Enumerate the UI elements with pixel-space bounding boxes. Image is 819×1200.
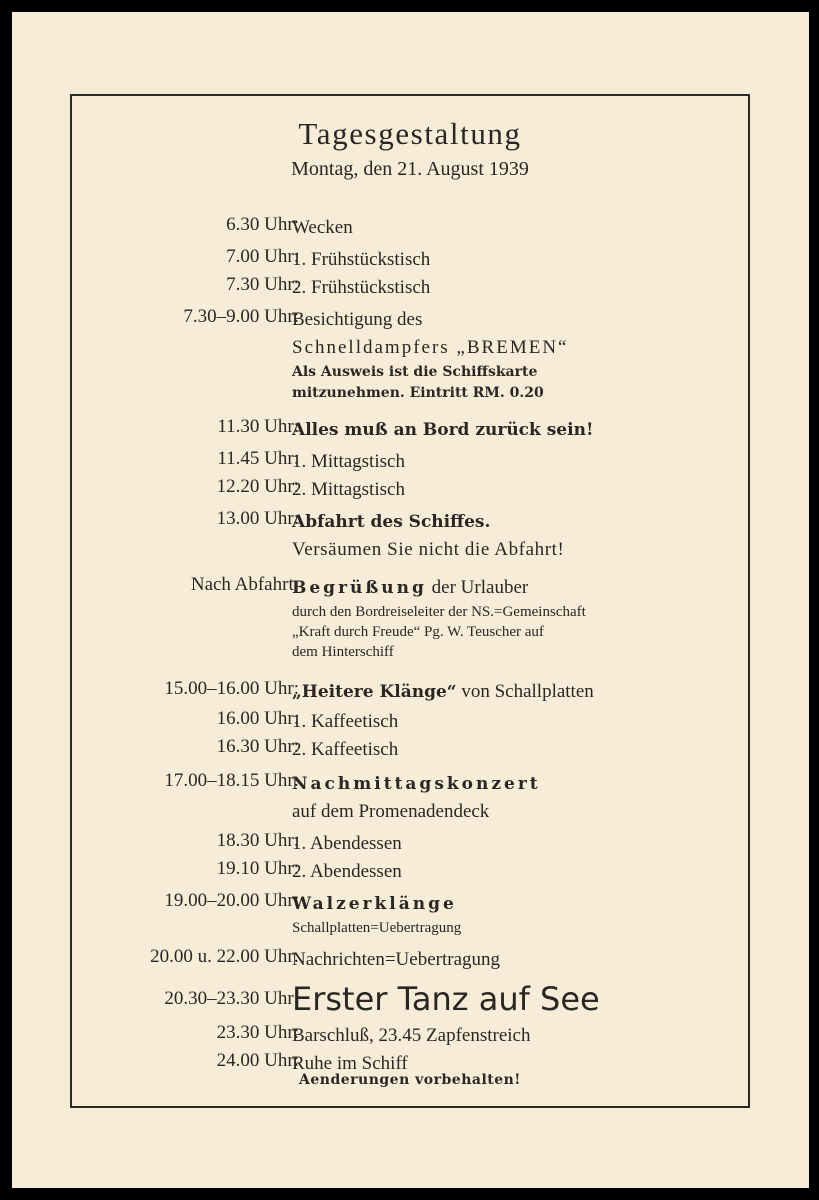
- row-text: Alles muß an Bord zurück sein!: [292, 420, 594, 440]
- row-note-2: „Kraft durch Freude“ Pg. W. Teuscher auf: [292, 624, 544, 640]
- row-text: 1. Mittagstisch: [292, 451, 405, 472]
- row-text: 1. Abendessen: [292, 833, 402, 854]
- row-text-2: auf dem Promenadendeck: [292, 801, 490, 822]
- row-time: 11.45 Uhr:: [217, 448, 299, 469]
- row-time: 6.30 Uhr:: [226, 214, 299, 235]
- row-text: 2. Abendessen: [292, 861, 402, 882]
- row-time: 15.00–16.00 Uhr:: [164, 678, 299, 699]
- row-time: 7.00 Uhr:: [226, 246, 299, 267]
- row-time: 19.00–20.00 Uhr:: [164, 890, 299, 911]
- row-time: 19.10 Uhr:: [216, 858, 299, 879]
- row-text: 2. Frühstückstisch: [292, 277, 431, 298]
- row-text: Besichtigung des: [292, 309, 423, 330]
- row-text: Barschluß, 23.45 Zapfenstreich: [292, 1025, 531, 1046]
- row-text: Walzerklänge: [292, 894, 457, 914]
- row-text: von Schallplatten: [456, 681, 594, 702]
- row-time: 20.00 u. 22.00 Uhr:: [150, 946, 299, 967]
- row-time: 17.00–18.15 Uhr:: [164, 770, 299, 791]
- row-text-2: Schnelldampfers „BREMEN“: [292, 337, 569, 358]
- row-time: 16.30 Uhr:: [216, 736, 299, 757]
- page-title: Tagesgestaltung: [298, 116, 522, 151]
- row-text-emph: Begrüßung: [292, 578, 427, 598]
- row-text: 2. Kaffeetisch: [292, 739, 399, 760]
- row-time: 12.20 Uhr:: [216, 476, 299, 497]
- footer-note: Aenderungen vorbehalten!: [299, 1072, 521, 1088]
- row-note-1: Als Ausweis ist die Schiffskarte: [292, 364, 538, 380]
- row-text: 1. Frühstückstisch: [292, 249, 431, 270]
- row-text: der Urlauber: [426, 577, 529, 598]
- row-time: 24.00 Uhr:: [216, 1050, 299, 1071]
- row-text-headline: Erster Tanz auf See: [292, 980, 600, 1018]
- row-text: Wecken: [292, 217, 353, 238]
- row-note-1: durch den Bordreiseleiter der NS.=Gemeinschaft: [292, 604, 586, 620]
- row-time: 20.30–23.30 Uhr:: [164, 988, 299, 1009]
- program-frame: [70, 94, 750, 1108]
- date-line: Montag, den 21. August 1939: [291, 158, 529, 180]
- row-time: 18.30 Uhr:: [216, 830, 299, 851]
- row-text: 1. Kaffeetisch: [292, 711, 399, 732]
- row-text-2: Versäumen Sie nicht die Abfahrt!: [292, 539, 565, 560]
- row-time: 7.30 Uhr:: [226, 274, 299, 295]
- row-time: Nach Abfahrt:: [190, 574, 299, 595]
- row-time: 16.00 Uhr:: [216, 708, 299, 729]
- row-note-3: dem Hinterschiff: [292, 644, 394, 660]
- row-time: 7.30–9.00 Uhr:: [183, 306, 299, 327]
- row-text: Nachrichten=Uebertragung: [292, 949, 501, 970]
- row-time: 23.30 Uhr:: [216, 1022, 299, 1043]
- row-time: 13.00 Uhr:: [216, 508, 299, 529]
- row-text-emph: „Heitere Klänge“: [292, 682, 457, 702]
- row-text: Abfahrt des Schiffes.: [292, 512, 491, 532]
- program-card: [12, 12, 809, 1188]
- row-note-1: Schallplatten=Uebertragung: [292, 920, 462, 936]
- row-text: Ruhe im Schiff: [292, 1053, 408, 1074]
- row-note-2: mitzunehmen. Eintritt RM. 0.20: [292, 385, 544, 401]
- row-text: 2. Mittagstisch: [292, 479, 405, 500]
- row-time: 11.30 Uhr:: [217, 416, 299, 437]
- row-text: Nachmittagskonzert: [292, 774, 541, 794]
